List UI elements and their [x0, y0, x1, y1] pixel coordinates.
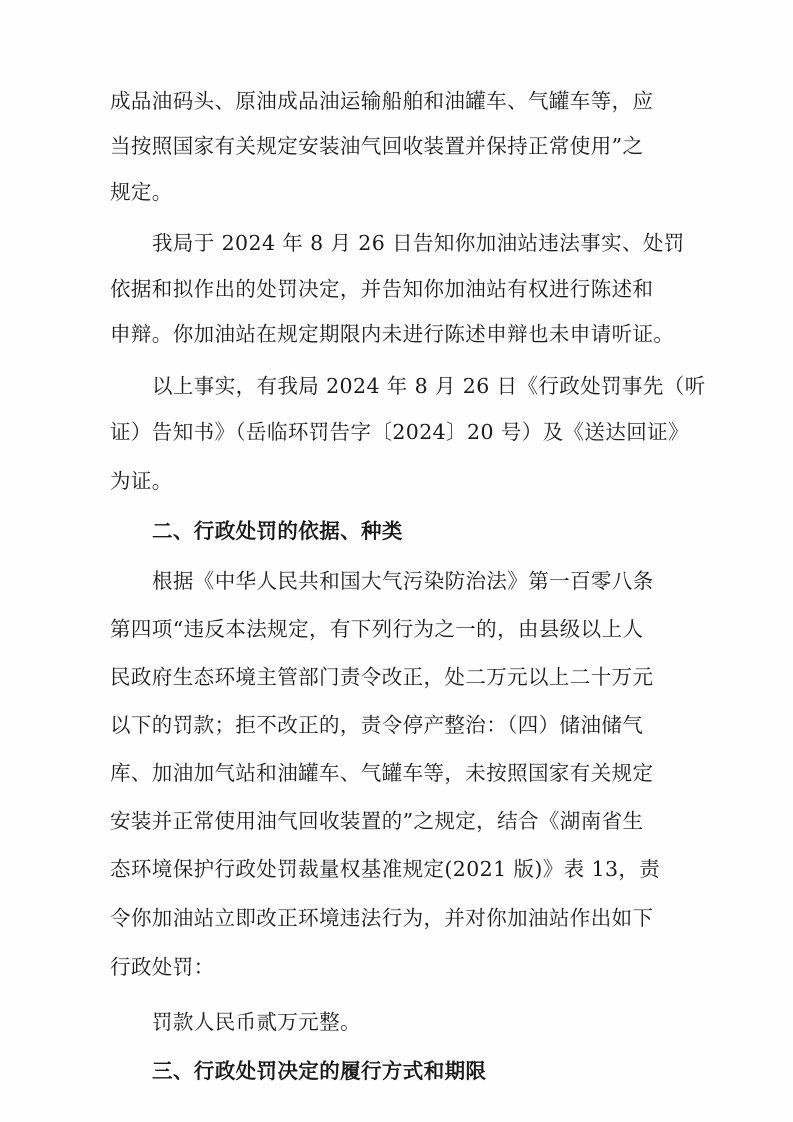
text-line: 令你加油站立即改正环境违法行为，并对你加油站作出如下 — [110, 906, 654, 930]
text-line: 根据《中华人民共和国大气污染防治法》第一百零八条 — [152, 569, 654, 593]
section-heading: 三、行政处罚决定的履行方式和期限 — [152, 1059, 487, 1083]
text-line: 成品油码头、原油成品油运输船舶和油罐车、气罐车等，应 — [110, 89, 654, 113]
text-line: 申辩。你加油站在规定期限内未进行陈述申辩也未申请听证。 — [110, 322, 675, 346]
text-line: 当按照国家有关规定安装油气回收装置并保持正常使用”之 — [110, 134, 644, 158]
text-line: 第四项“违反本法规定，有下列行为之一的，由县级以上人 — [110, 617, 644, 641]
text-line: 库、加油加气站和油罐车、气罐车等，未按照国家有关规定 — [110, 761, 654, 785]
text-line: 依据和拟作出的处罚决定，并告知你加油站有权进行陈述和 — [110, 277, 654, 301]
text-line: 我局于 2024 年 8 月 26 日告知你加油站违法事实、处罚 — [152, 231, 685, 255]
section-heading: 二、行政处罚的依据、种类 — [152, 519, 403, 543]
text-line: 安装并正常使用油气回收装置的”之规定，结合《湖南省生 — [110, 809, 644, 833]
text-line: 行政处罚： — [110, 955, 215, 979]
text-line: 规定。 — [110, 180, 173, 204]
text-line: 罚款人民币贰万元整。 — [152, 1010, 361, 1034]
text-line: 证）告知书》（岳临环罚告字〔2024〕20 号）及《送达回证》 — [110, 420, 689, 444]
text-line: 为证。 — [110, 469, 173, 493]
text-line: 态环境保护行政处罚裁量权基准规定(2021 版)》表 13，责 — [110, 857, 661, 881]
text-line: 民政府生态环境主管部门责令改正，处二万元以上二十万元 — [110, 665, 654, 689]
text-line: 以上事实，有我局 2024 年 8 月 26 日《行政处罚事先（听 — [152, 374, 706, 398]
text-line: 以下的罚款；拒不改正的，责令停产整治：（四）储油储气 — [110, 713, 644, 737]
